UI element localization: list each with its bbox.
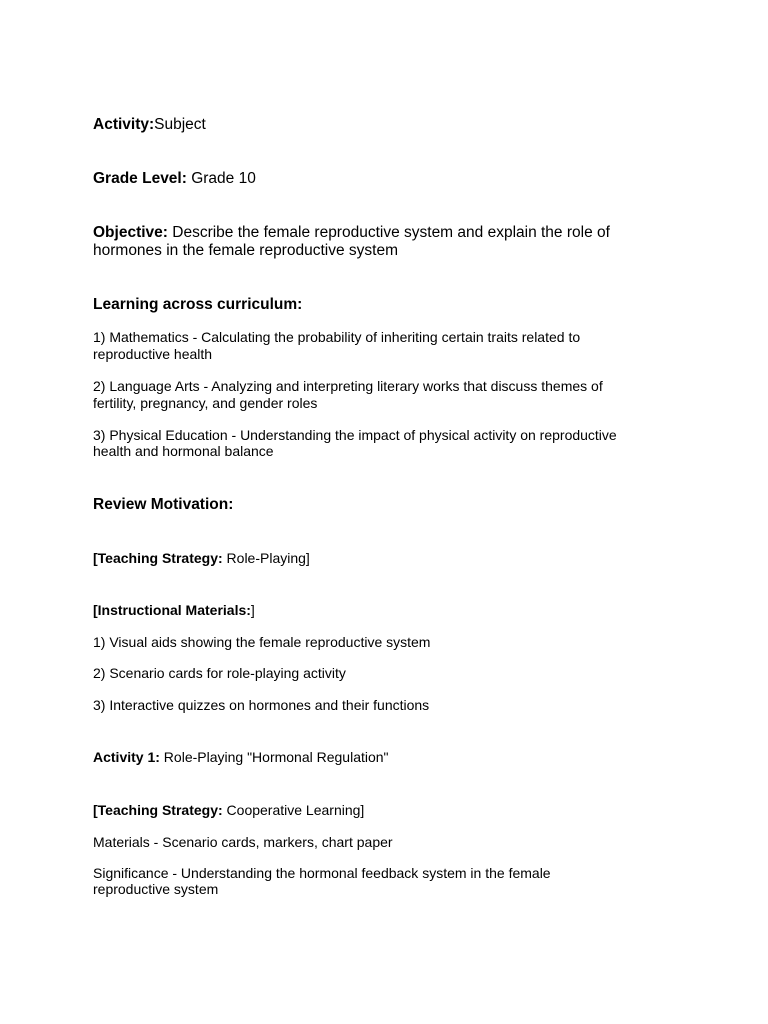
teaching-strategy-2-label: [Teaching Strategy:: [93, 802, 223, 818]
teaching-strategy-1-value: Role-Playing]: [222, 550, 310, 566]
teaching-strategy-2-value: Cooperative Learning]: [222, 802, 365, 818]
curriculum-item-3-text-2: health and hormonal balance: [93, 443, 274, 459]
teaching-strategy-1-line: [93, 550, 693, 567]
significance-line-2: [93, 881, 693, 898]
curriculum-item-1-text-1: 1) Mathematics - Calculating the probability of inheriting certain traits related to: [93, 329, 581, 345]
curriculum-item-3-text-1: 3) Physical Education - Understanding the impact of physical activity on reproductive: [93, 427, 617, 443]
objective-line-2: [93, 242, 693, 260]
grade-level-line: [93, 170, 693, 188]
material-item-3-text: 3) Interactive quizzes on hormones and their functions: [93, 697, 430, 713]
objective-label: Objective:: [93, 224, 168, 241]
curriculum-item-2-line-1: [93, 378, 693, 395]
material-item-1-text: 1) Visual aids showing the female reproductive system: [93, 634, 431, 650]
material-item-2: [93, 665, 693, 682]
materials-line: [93, 834, 693, 851]
activity-line: [93, 116, 693, 134]
curriculum-item-1-line-2: [93, 346, 693, 363]
curriculum-item-2-text-2: fertility, pregnancy, and gender roles: [93, 395, 318, 411]
material-item-1: [93, 634, 693, 651]
grade-level-label: Grade Level:: [93, 170, 187, 187]
objective-text-1: Describe the female reproductive system and explain the role of: [167, 224, 610, 241]
material-item-2-text: 2) Scenario cards for role-playing activity: [93, 665, 346, 681]
instructional-materials-heading: [93, 602, 693, 619]
learning-heading: [93, 296, 693, 314]
activity-value: Subject: [154, 116, 206, 133]
curriculum-item-2-text-1: 2) Language Arts - Analyzing and interpreting literary works that discuss themes of: [93, 378, 603, 394]
curriculum-item-1-text-2: reproductive health: [93, 346, 213, 362]
significance-text-2: reproductive system: [93, 881, 219, 897]
instructional-materials-suffix: ]: [250, 602, 255, 618]
instructional-materials-label: [Instructional Materials:: [93, 602, 251, 618]
grade-level-value: Grade 10: [186, 170, 256, 187]
material-item-3: [93, 697, 693, 714]
activity-1-label: Activity 1:: [93, 749, 160, 765]
activity-label: Activity:: [93, 116, 155, 133]
significance-text-1: Significance - Understanding the hormonal feedback system in the female: [93, 865, 551, 881]
curriculum-item-2-line-2: [93, 395, 693, 412]
objective-text-2: hormones in the female reproductive system: [93, 242, 398, 259]
curriculum-item-1-line-1: [93, 329, 693, 346]
objective-line-1: [93, 224, 693, 242]
teaching-strategy-2-line: [93, 802, 693, 819]
materials-text: Materials - Scenario cards, markers, chart paper: [93, 834, 393, 850]
learning-heading-text: Learning across curriculum:: [93, 296, 303, 313]
activity-1-value: Role-Playing "Hormonal Regulation": [159, 749, 389, 765]
curriculum-item-3-line-2: [93, 443, 693, 460]
review-motivation-heading: [93, 496, 693, 514]
significance-line-1: [93, 865, 693, 882]
curriculum-item-3-line-1: [93, 427, 693, 444]
activity-1-line: [93, 749, 693, 766]
review-motivation-text: Review Motivation:: [93, 496, 234, 513]
teaching-strategy-1-label: [Teaching Strategy:: [93, 550, 223, 566]
